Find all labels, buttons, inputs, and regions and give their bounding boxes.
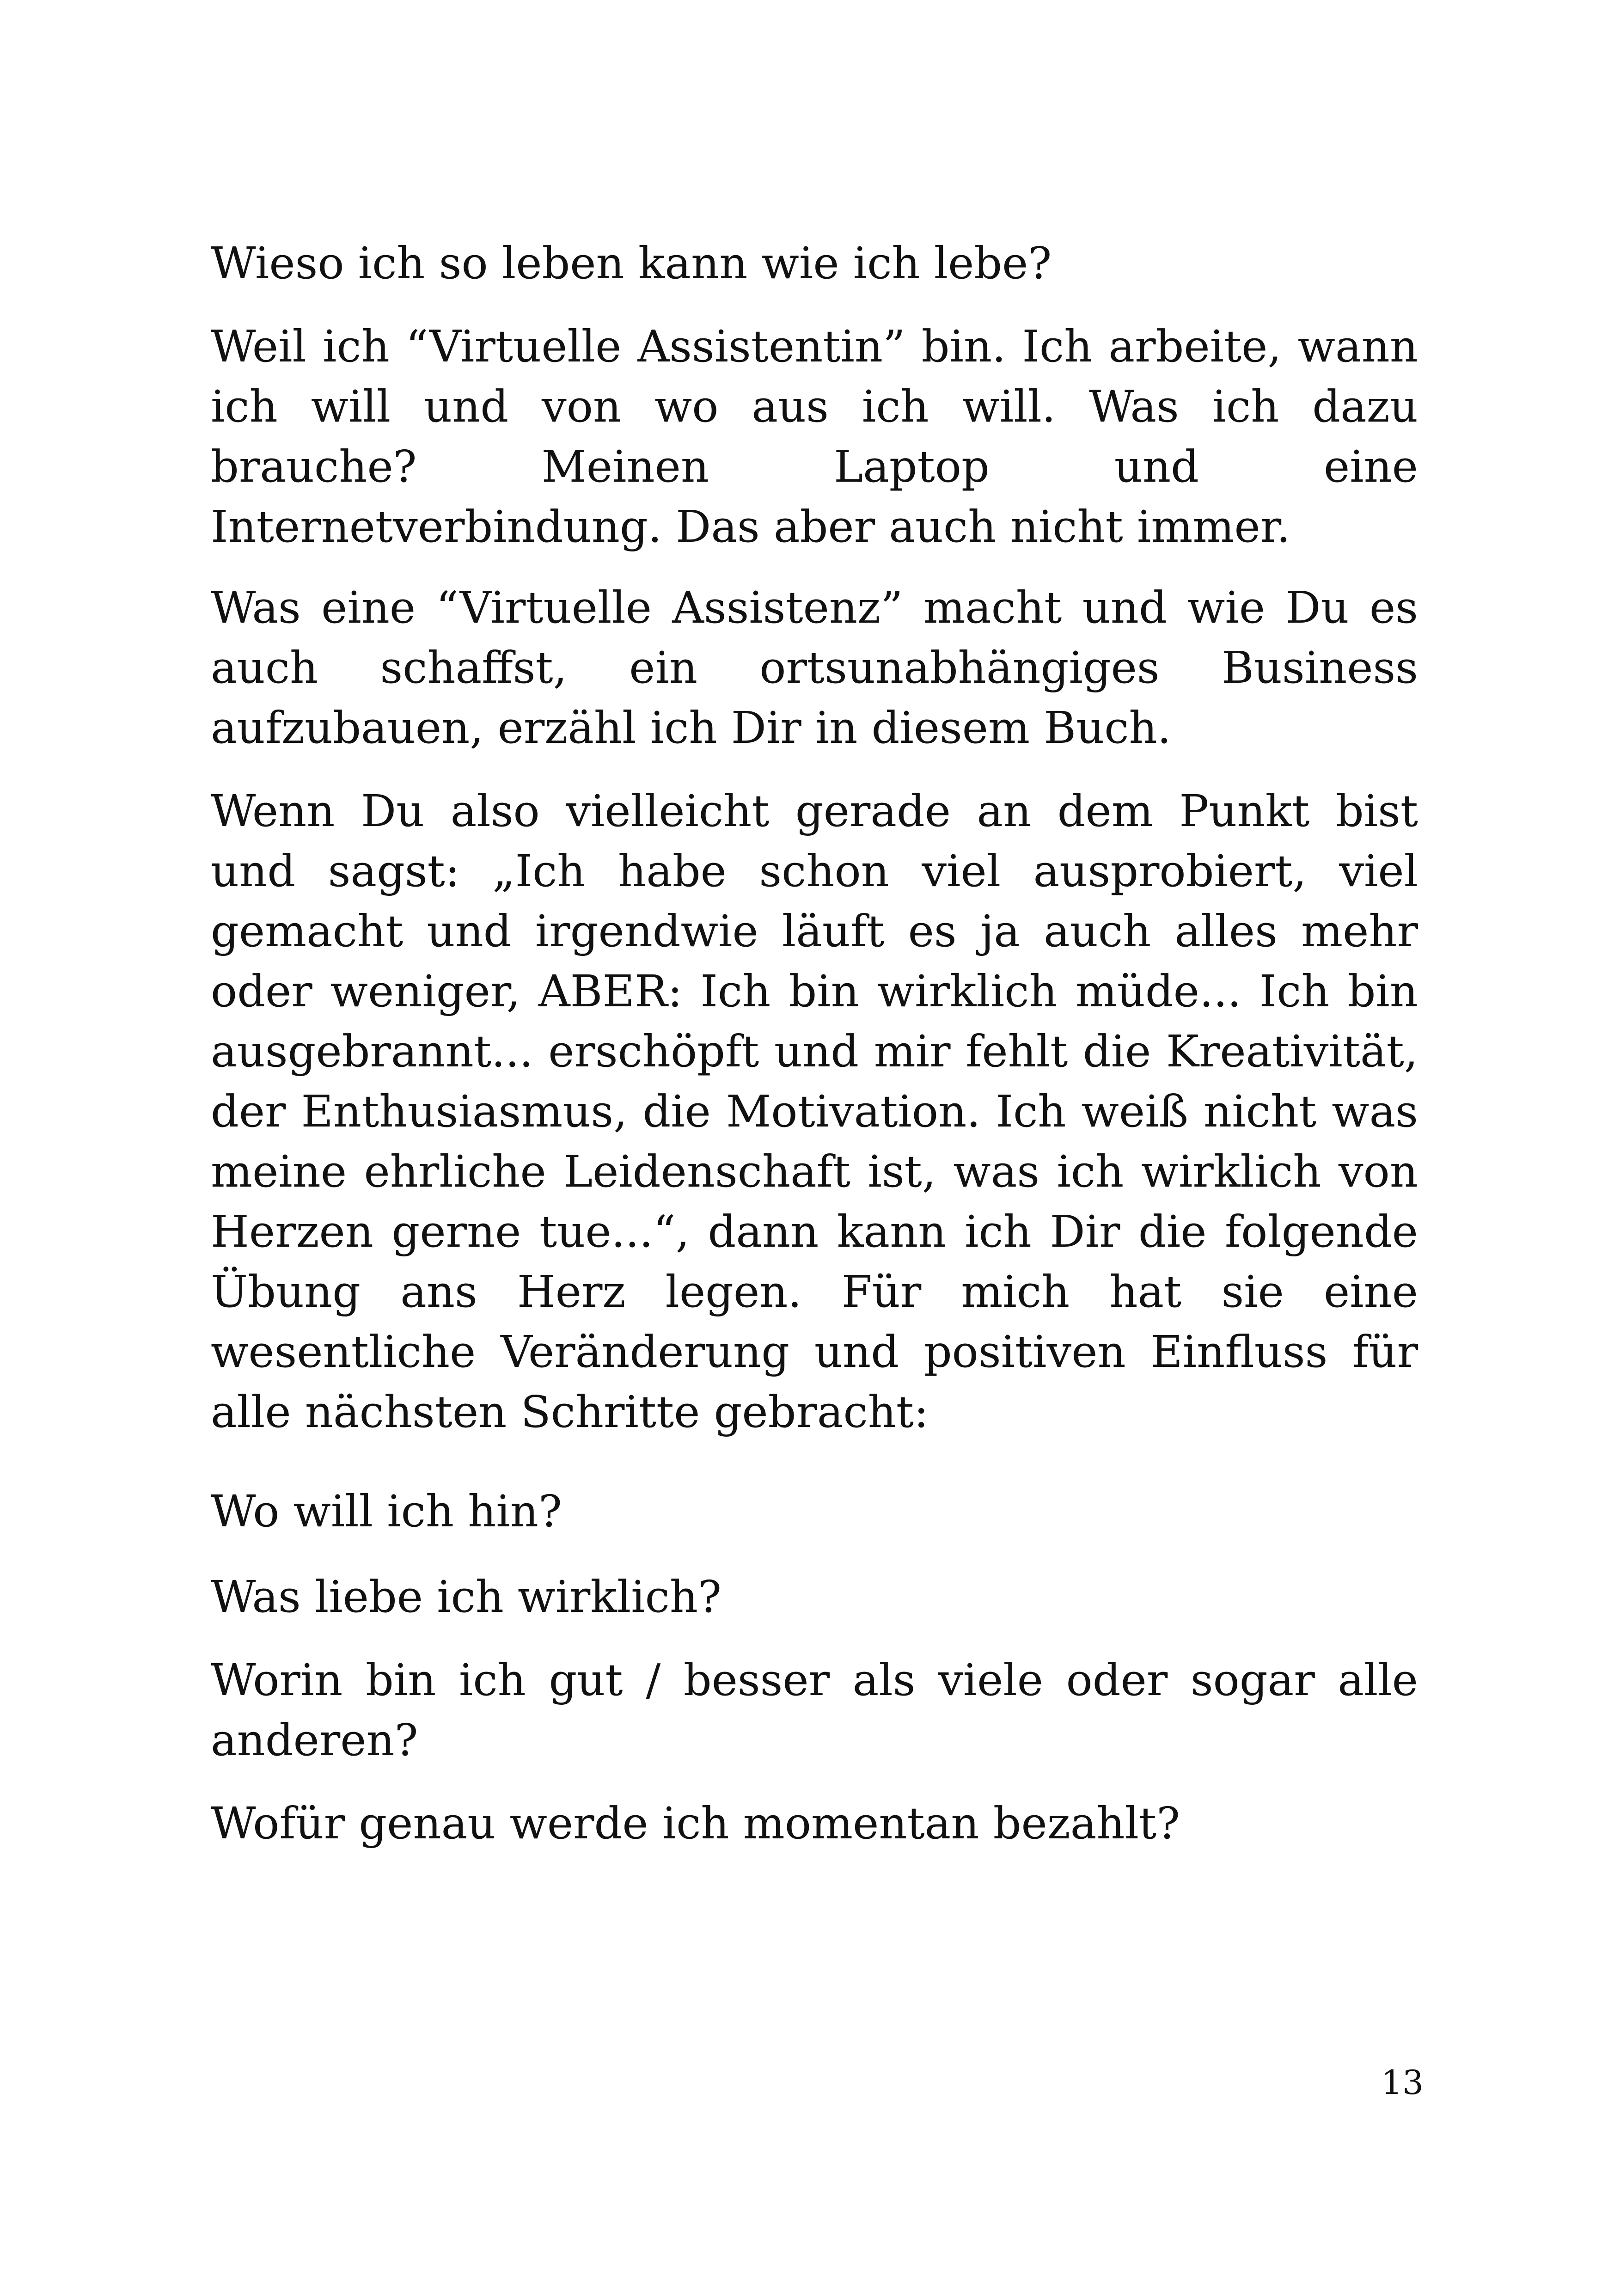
paragraph-virtual-assistant: Weil ich “Virtuelle Assistentin” bin. Ich arbeite, wann ich will und von wo aus ich will. Was ich dazu brauche? Meinen Laptop und eine Internetverbindung. Das aber auch nicht immer. <box>211 321 1418 552</box>
question-what-im-paid-for: Wofür genau werde ich momentan bezahlt? <box>211 1798 1180 1849</box>
question-where-to: Wo will ich hin? <box>211 1486 562 1537</box>
paragraph-book-purpose: Was eine “Virtuelle Assistenz” macht und wie Du es auch schaffst, ein ortsunabhängiges Business aufzubauen, erzähl ich Dir in diesem Buch. <box>211 582 1418 753</box>
page-number: 13 <box>1381 2063 1424 2102</box>
paragraph-exercise-intro: Wenn Du also vielleicht gerade an dem Punkt bist und sagst: „Ich habe schon viel ausprobiert, viel gemacht und irgendwie läuft es ja auch alles mehr oder weniger, ABER: Ich bin wirklich müde... Ich bin ausgebrannt... erschöpft und mir fehlt die Kreativität, der Enthusiasmus, die Motivation. Ich weiß nicht was meine ehrliche Leidenschaft ist, was ich wirklich von Herzen gerne tue...“, dann kann ich Dir die folgende Übung ans Herz legen. Für mich hat sie eine wesentliche Veränderung und positiven Einfluss für alle nächsten Schritte gebracht: <box>211 786 1418 1438</box>
question-what-i-love: Was liebe ich wirklich? <box>211 1572 721 1623</box>
question-what-im-good-at: Worin bin ich gut / besser als viele oder sogar alle anderen? <box>211 1655 1418 1766</box>
intro-question: Wieso ich so leben kann wie ich lebe? <box>211 238 1052 289</box>
